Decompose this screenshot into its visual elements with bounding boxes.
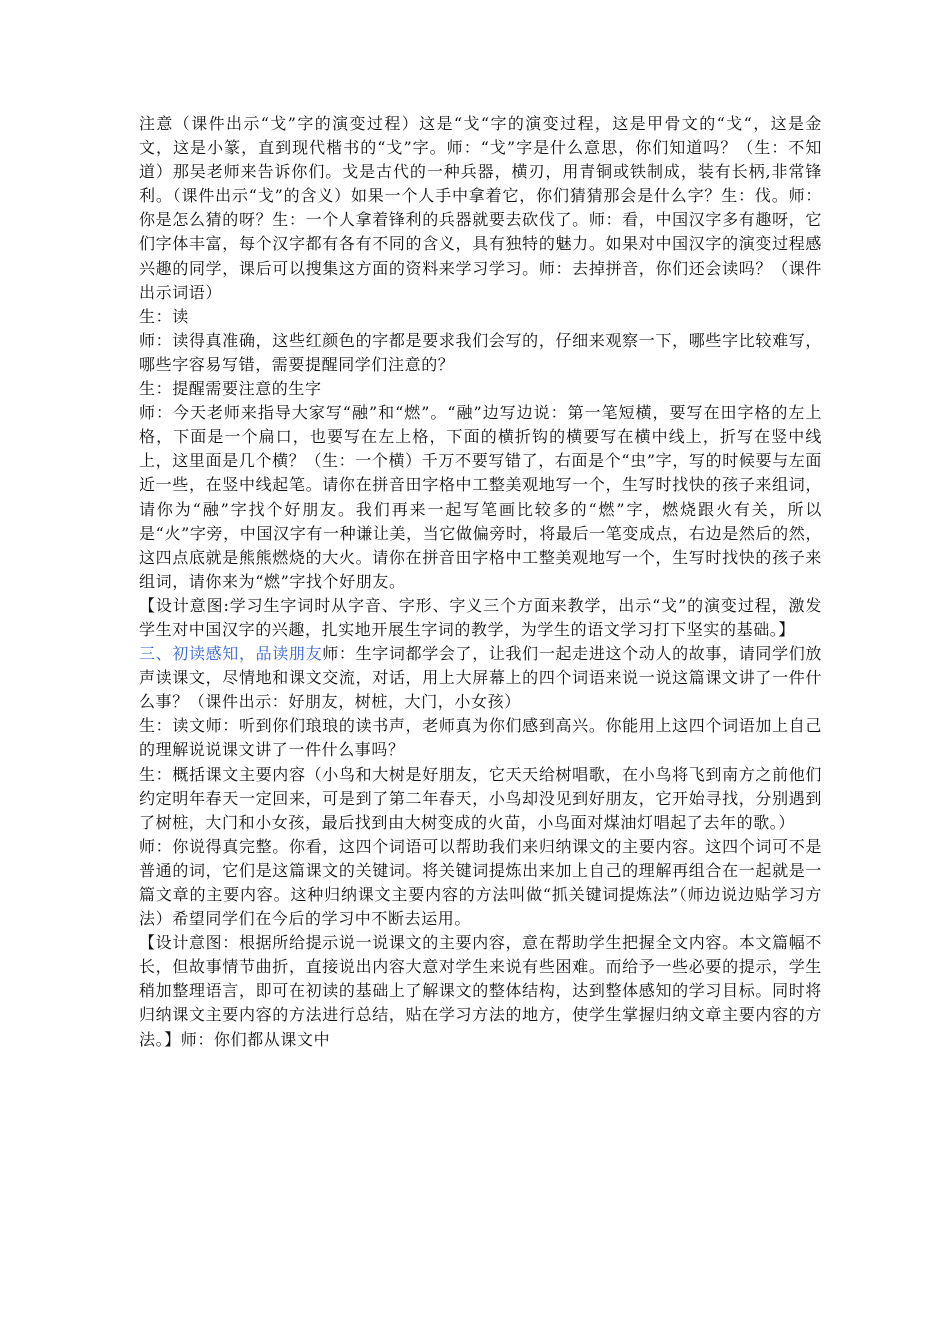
- paragraph-teacher-writing-guide: 师：今天老师来指导大家写“融”和“燃”。“融”边写边说：第一笔短横，要写在田字格的左上格，下面是一个扁口，也要写在左上格，下面的横折钩的横要写在横中线上，折写在竖中线上，这里面是几个横？（生：一个横）千万不要写错了，右面是个“虫”字，写的时候要与左面近一些，在竖中线起笔。请你在拼音田字格中工整美观地写一个，生写时找快的孩子来组词，请你为“融”字找个好朋友。我们再来一起写笔画比较多的“燃”字，燃烧跟火有关，所以是“火”字旁，中国汉字有一种谦让美，当它做偏旁时，将最后一笔变成点，右边是然后的然，这四点底就是熊熊燃烧的大火。请你在拼音田字格中工整美观地写一个，生写时找快的孩子来组词，请你来为“燃”字找个好朋友。: [139, 403, 822, 591]
- paragraph-student-read: 生：读: [139, 306, 189, 326]
- paragraph-student-summary: 生：概括课文主要内容（小鸟和大树是好朋友，它天天给树唱歌，在小鸟将飞到南方之前他们约定明年春天一定回来，可是到了第二年春天，小鸟却没见到好朋友，它开始寻找，分别遇到了树桩，大门和小女孩，最后找到由大树变成的火苗，小鸟面对煤油灯唱起了去年的歌。）: [139, 764, 822, 832]
- section-3-text: 师：生字词都学会了，让我们一起走进这个动人的故事，请同学们放声读课文，尽情地和课文交流，对话，用上大屏幕上的四个词语来说一说这篇课文讲了一件什么事？（课件出示：好朋友，树桩，大门，小女孩）: [139, 644, 822, 712]
- paragraph-student-remind: 生：提醒需要注意的生字: [139, 379, 322, 399]
- paragraph-design-intent-2: 【设计意图：根据所给提示说一说课文的主要内容，意在帮助学生把握全文内容。本文篇幅不长，但故事情节曲折，直接说出内容大意对学生来说有些困难。而给予一些必要的提示，学生稍加整理语言，即可在初读的基础上了解课文的整体结构，达到整体感知的学习目标。同时将归纳课文主要内容的方法进行总结，贴在学习方法的地方，使学生掌握归纳文章主要内容的方法。】师：你们都从课文中: [139, 933, 822, 1049]
- paragraph-ge-evolution: 注意（课件出示“戈”字的演变过程）这是“戈“字的演变过程，这是甲骨文的“戈“，这是金文，这是小篆，直到现代楷书的“戈”字。师：“戈”字是什么意思，你们知道吗？（生：不知道）那吴老师来告诉你们。戈是古代的一种兵器，横刃，用青铜或铁制成，装有长柄,非常锋利。（课件出示“戈”的含义）如果一个人手中拿着它，你们猜猜那会是什么字？生：伐。师：你是怎么猜的呀？生：一个人拿着锋利的兵器就要去砍伐了。师：看，中国汉字多有趣呀，它们字体丰富，每个汉字都有各有不同的含义，具有独特的魅力。如果对中国汉字的演变过程感兴趣的同学，课后可以搜集这方面的资料来学习学习。师：去掉拼音，你们还会读吗？（课件出示词语）: [139, 114, 822, 302]
- section-heading-3: 三、初读感知，品读朋友: [139, 644, 323, 664]
- paragraph-student-read-text: 生：读文师：听到你们琅琅的读书声，老师真为你们感到高兴。你能用上这四个词语加上自己的理解说说课文讲了一件什么事吗？: [139, 716, 822, 760]
- document-body: [139, 112, 822, 1052]
- paragraph-design-intent-1: 【设计意图:学习生字词时从字音、字形、字义三个方面来教学，出示“戈”的演变过程，激发学生对中国汉字的兴趣，扎实地开展生字词的教学，为学生的语文学习打下坚实的基础。】: [139, 595, 822, 639]
- paragraph-section-3: [139, 642, 822, 714]
- paragraph-teacher-keyword-method: 师：你说得真完整。你看，这四个词语可以帮助我们来归纳课文的主要内容。这四个词可不是普通的词，它们是这篇课文的关键词。将关键词提炼出来加上自己的理解再组合在一起就是一篇文章的主要内容。这种归纳课文主要内容的方法叫做“抓关键词提炼法”（师边说边贴学习方法）希望同学们在今后的学习中不断去运用。: [139, 836, 822, 929]
- paragraph-teacher-read-check: 师：读得真准确，这些红颜色的字都是要求我们会写的，仔细来观察一下，哪些字比较难写，哪些字容易写错，需要提醒同学们注意的？: [139, 330, 822, 374]
